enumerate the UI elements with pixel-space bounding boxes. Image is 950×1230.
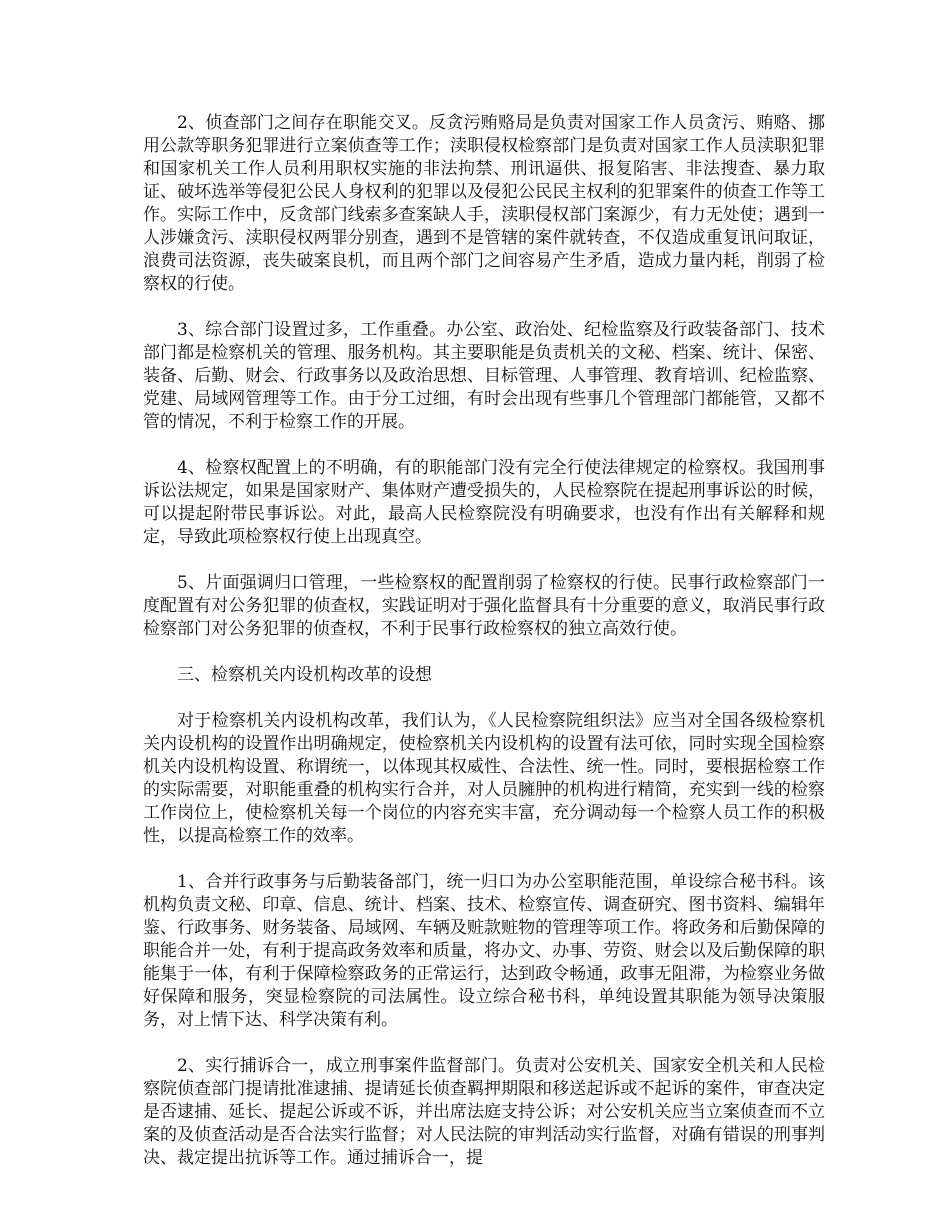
document-page <box>143 112 825 1193</box>
paragraph-merge-admin-logistics: 1、合并行政事务与后勤装备部门，统一归口为办公室职能范围，单设综合秘书科。该机构负责文秘、印章、信息、统计、档案、技术、检察宣传、调查研究、图书资料、编辑年鉴、行政事务、财务装备、局域网、车辆及赃款赃物的管理等项工作。将政务和后勤保障的职能合并一处，有利于提高政务效率和质量，将办文、办事、劳资、财会以及后勤保障的职能集于一体，有利于保障检察政务的正常运行，达到政令畅通，政事无阻滞，为检察业务做好保障和服务，突显检察院的司法属性。设立综合秘书科，单纯设置其职能为领导决策服务，对上情下达、科学决策有利。 <box>143 872 825 1030</box>
paragraph-comprehensive-departments: 3、综合部门设置过多，工作重叠。办公室、政治处、纪检监察及行政装备部门、技术部门都是检察机关的管理、服务机构。其主要职能是负责机关的文秘、档案、统计、保密、装备、后勤、财会、行政事务以及政治思想、目标管理、人事管理、教育培训、纪检监察、党建、局域网管理等工作。由于分工过细，有时会出现有些事几个管理部门都能管，又都不管的情况，不利于检察工作的开展。 <box>143 320 825 432</box>
paragraph-investigation-overlap: 2、侦查部门之间存在职能交叉。反贪污贿赂局是负责对国家工作人员贪污、贿赂、挪用公款等职务犯罪进行立案侦查等工作；渎职侵权检察部门是负责对国家工作人员渎职犯罪和国家机关工作人员利用职权实施的非法拘禁、刑讯逼供、报复陷害、非法搜查、暴力取证、破坏选举等侵犯公民人身权利的犯罪以及侵犯公民民主权利的犯罪案件的侦查工作等工作。实际工作中，反贪部门线索多查案缺人手，渎职侵权部门案源少，有力无处使；遇到一人涉嫌贪污、渎职侵权两罪分别查，遇到不是管辖的案件就转查，不仅造成重复讯问取证，浪费司法资源，丧失破案良机，而且两个部门之间容易产生矛盾，造成力量内耗，削弱了检察权的行使。 <box>143 113 825 294</box>
paragraph-arrest-prosecution-merge: 2、实行捕诉合一，成立刑事案件监督部门。负责对公安机关、国家安全机关和人民检察院侦查部门提请批准逮捕、提请延长侦查羁押期限和移送起诉或不起诉的案件，审查决定是否逮捕、延长、提起公诉或不诉，并出席法庭支持公诉；对公安机关应当立案侦查而不立案的及侦查活动是否合法实行监督；对人民法院的审判活动实行监督，对确有错误的刑事判决、裁定提出抗诉等工作。通过捕诉合一，提 <box>143 1056 825 1168</box>
section-heading-reform-ideas: 三、检察机关内设机构改革的设想 <box>177 665 432 685</box>
paragraph-centralized-management: 5、片面强调归口管理，一些检察权的配置削弱了检察权的行使。民事行政检察部门一度配置有对公务犯罪的侦查权，实践证明对于强化监督具有十分重要的意义，取消民事行政检察部门对公务犯罪的侦查权，不利于民事行政检察权的独立高效行使。 <box>143 573 825 639</box>
paragraph-procuratorial-power-unclear: 4、检察权配置上的不明确，有的职能部门没有完全行使法律规定的检察权。我国刑事诉讼法规定，如果是国家财产、集体财产遭受损失的，人民检察院在提起刑事诉讼的时候，可以提起附带民事诉讼。对此，最高人民检察院没有明确要求，也没有作出有关解释和规定，导致此项检察权行使上出现真空。 <box>143 458 825 547</box>
paragraph-reform-overview: 对于检察机关内设机构改革，我们认为，《人民检察院组织法》应当对全国各级检察机关内设机构的设置作出明确规定，使检察机关内设机构的设置有法可依，同时实现全国检察机关内设机构设置、称谓统一，以体现其权威性、合法性、统一性。同时，要根据检察工作的实际需要，对职能重叠的机构实行合并，对人员臃肿的机构进行精简，充实到一线的检察工作岗位上，使检察机关每一个岗位的内容充实丰富，充分调动每一个检察人员工作的积极性，以提高检察工作的效率。 <box>143 711 825 846</box>
